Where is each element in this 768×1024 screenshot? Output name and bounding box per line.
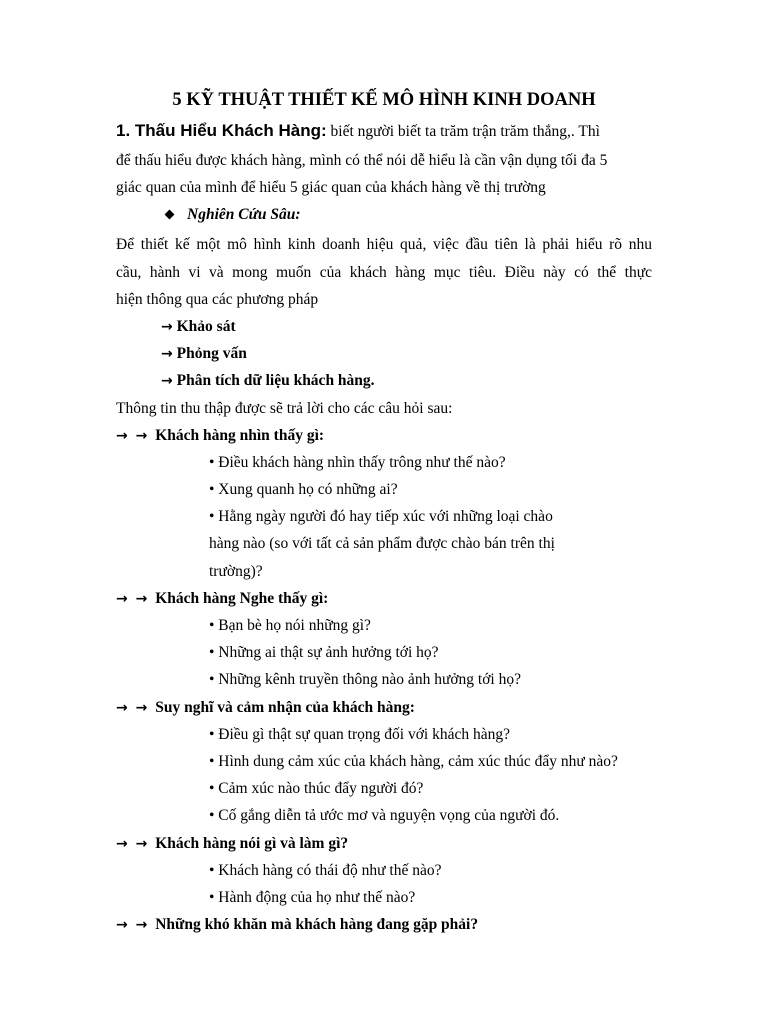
question-item: • Xung quanh họ có những ai? [209, 481, 398, 499]
arrow-right-icon: → [161, 373, 173, 390]
question-item: • Khách hàng có thái độ như thế nào? [209, 861, 442, 879]
subsection-para-line-1: Để thiết kế một mô hình kinh doanh hiệu quả, việc đầu tiên là phải hiểu rõ nhu [116, 236, 652, 254]
method-item [116, 340, 652, 367]
question-item: • Bạn bè họ nói những gì? [209, 617, 371, 634]
section-1-intro-line-2: để thấu hiểu được khách hàng, mình có thể nói dễ hiểu là cần vận dụng tối đa 5 [116, 152, 608, 169]
section-1-heading: 1. Thấu Hiểu Khách Hàng: [116, 121, 327, 140]
subsection-para-line-3: hiện thông qua các phương pháp [116, 290, 319, 308]
arrow-right-icon: → [161, 318, 173, 335]
arrow-right-icon: → [135, 699, 148, 716]
arrow-right-icon: → [135, 590, 148, 607]
arrow-right-icon: → [116, 590, 128, 607]
question-item: • Hành động của họ như thế nào? [209, 888, 416, 906]
question-group-label: Suy nghĩ và cảm nhận của khách hàng: [155, 698, 415, 716]
document-title: 5 KỸ THUẬT THIẾT KẾ MÔ HÌNH KINH DOANH [172, 90, 596, 110]
question-group-heading [116, 422, 652, 449]
question-item: • Cố gắng diễn tả ước mơ và nguyện vọng của người đó. [209, 807, 560, 825]
method-label: Khảo sát [176, 317, 236, 335]
question-item: • Những kênh truyền thông nào ảnh hưởng tới họ? [209, 671, 521, 689]
arrow-right-icon: → [116, 427, 128, 444]
arrow-right-icon: → [161, 346, 173, 363]
question-item: • Điều gì thật sự quan trọng đối với khách hàng? [209, 725, 510, 743]
question-item: • Điều khách hàng nhìn thấy trông như thế nào? [209, 453, 506, 471]
question-groups [116, 422, 652, 939]
document-content [116, 85, 652, 938]
arrow-right-icon: → [135, 835, 148, 852]
question-item: • Cảm xúc nào thúc đẩy người đó? [209, 780, 424, 798]
subsection-heading [116, 201, 652, 231]
arrow-right-icon: → [135, 427, 148, 444]
section-1-intro-text: biết người biết ta trăm trận trăm thắng,. Thì [326, 123, 600, 140]
arrow-right-icon: → [116, 835, 128, 852]
question-group-label: Khách hàng nói gì và làm gì? [155, 834, 349, 852]
arrow-right-icon: → [116, 699, 128, 716]
question-group-label: Những khó khăn mà khách hàng đang gặp phải? [155, 916, 479, 934]
question-group-heading [116, 694, 652, 721]
question-item: • Những ai thật sự ảnh hưởng tới họ? [209, 644, 439, 662]
questions-intro: Thông tin thu thập được sẽ trả lời cho các câu hỏi sau: [116, 399, 453, 417]
diamond-bullet-icon [165, 210, 175, 220]
method-item [116, 367, 652, 394]
question-group-heading [116, 585, 652, 612]
method-label: Phân tích dữ liệu khách hàng. [176, 372, 375, 390]
section-1-intro-line-3: giác quan của mình để hiểu 5 giác quan của khách hàng về thị trường [116, 179, 546, 197]
arrow-right-icon: → [135, 917, 148, 934]
question-item: hàng nào (so với tất cả sản phẩm được chào bán trên thị [209, 535, 555, 553]
question-group-heading [116, 911, 652, 938]
section-1-intro [116, 115, 652, 147]
question-group-label: Khách hàng Nghe thấy gì: [155, 589, 329, 607]
method-label: Phỏng vấn [176, 345, 247, 363]
question-item: • Hằng ngày người đó hay tiếp xúc với những loại chào [209, 508, 553, 526]
subsection-para-line-2: cầu, hành vi và mong muốn của khách hàng mục tiêu. Điều này có thể thực [116, 263, 652, 281]
subsection-label: Nghiên Cứu Sâu: [187, 206, 301, 224]
question-item: trường)? [209, 562, 263, 580]
arrow-right-icon: → [116, 917, 128, 934]
question-group-heading [116, 830, 652, 857]
question-group-label: Khách hàng nhìn thấy gì: [155, 426, 325, 444]
method-item [116, 313, 652, 340]
question-item: • Hình dung cảm xúc của khách hàng, cảm xúc thúc đẩy như nào? [209, 752, 618, 770]
